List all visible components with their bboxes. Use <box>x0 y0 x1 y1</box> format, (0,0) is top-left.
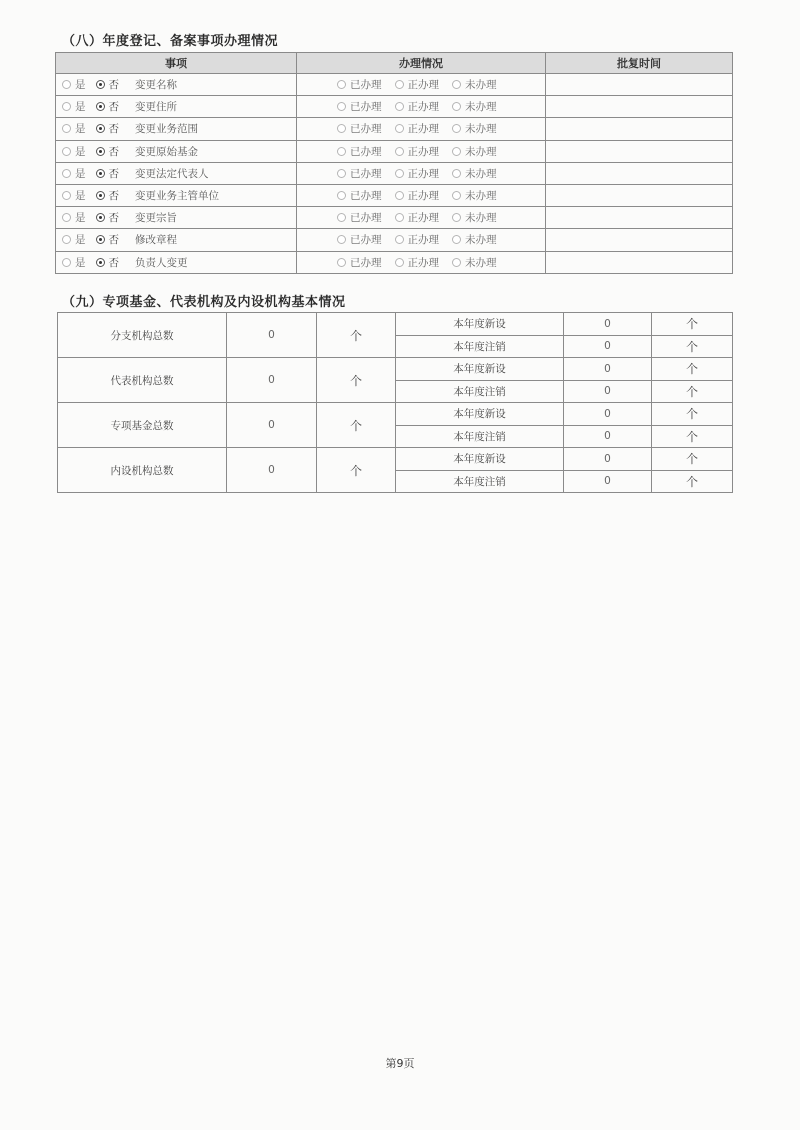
no-radio[interactable] <box>96 80 105 89</box>
no-label: 否 <box>108 145 119 158</box>
yes-option[interactable] <box>62 121 86 136</box>
matter-options <box>56 144 296 159</box>
matter-options <box>56 121 296 136</box>
status-options <box>297 232 545 247</box>
approval-time-cell[interactable] <box>546 251 733 273</box>
status-option[interactable] <box>452 188 497 203</box>
table-row <box>58 448 733 471</box>
unit-label: 个 <box>652 403 733 426</box>
yes-label: 是 <box>75 190 86 203</box>
status-radio[interactable] <box>395 235 404 244</box>
matter-cell <box>56 251 297 273</box>
no-radio[interactable] <box>96 169 105 178</box>
no-label: 否 <box>108 123 119 136</box>
yes-label: 是 <box>75 145 86 158</box>
table-row <box>58 358 733 381</box>
status-label: 正办理 <box>407 123 439 136</box>
no-option[interactable] <box>96 77 120 92</box>
status-radio[interactable] <box>452 191 461 200</box>
cancel-label: 本年度注销 <box>396 380 564 403</box>
status-label: 未办理 <box>465 212 497 225</box>
cancelled-value[interactable]: 0 <box>564 425 652 448</box>
new-label: 本年度新设 <box>396 358 564 381</box>
status-radio[interactable] <box>452 213 461 222</box>
no-label: 否 <box>108 79 119 92</box>
header-approval-time: 批复时间 <box>546 53 733 74</box>
yes-option[interactable] <box>62 210 86 225</box>
status-option[interactable] <box>337 166 382 181</box>
section8-title: （八）年度登记、备案事项办理情况 <box>62 34 279 49</box>
status-option[interactable] <box>395 99 440 114</box>
no-option[interactable] <box>96 255 120 270</box>
no-option[interactable] <box>96 121 120 136</box>
yes-option[interactable] <box>62 144 86 159</box>
yes-option[interactable] <box>62 232 86 247</box>
matter-cell <box>56 96 297 118</box>
approval-time-cell[interactable] <box>546 184 733 206</box>
table-header-row <box>56 53 733 74</box>
no-option[interactable] <box>96 210 120 225</box>
status-option[interactable] <box>337 255 382 270</box>
status-cell <box>297 184 546 206</box>
header-matter: 事项 <box>56 53 297 74</box>
status-option[interactable] <box>337 232 382 247</box>
status-radio[interactable] <box>452 258 461 267</box>
status-option[interactable] <box>395 210 440 225</box>
status-option[interactable] <box>337 99 382 114</box>
matter-options <box>56 77 296 92</box>
matter-name: 变更住所 <box>135 101 177 114</box>
status-label: 正办理 <box>407 101 439 114</box>
status-label: 已办理 <box>350 190 382 203</box>
new-value[interactable]: 0 <box>564 448 652 471</box>
cancelled-value[interactable]: 0 <box>564 470 652 493</box>
status-label: 正办理 <box>407 145 439 158</box>
page-number: 第9页 <box>385 1057 415 1070</box>
matter-name: 变更宗旨 <box>135 212 177 225</box>
total-value[interactable]: 0 <box>227 403 317 448</box>
matter-name: 变更业务主管单位 <box>135 190 219 203</box>
no-option[interactable] <box>96 232 120 247</box>
no-radio[interactable] <box>96 258 105 267</box>
status-options <box>297 188 545 203</box>
status-label: 正办理 <box>407 234 439 247</box>
approval-time-cell[interactable] <box>546 162 733 184</box>
yes-option[interactable] <box>62 255 86 270</box>
status-label: 未办理 <box>465 145 497 158</box>
yes-option[interactable] <box>62 188 86 203</box>
status-label: 已办理 <box>350 167 382 180</box>
status-options <box>297 99 545 114</box>
unit-label: 个 <box>652 335 733 358</box>
status-option[interactable] <box>395 121 440 136</box>
status-radio[interactable] <box>337 80 346 89</box>
yes-radio[interactable] <box>62 235 71 244</box>
no-option[interactable] <box>96 144 120 159</box>
no-radio[interactable] <box>96 213 105 222</box>
total-value[interactable]: 0 <box>227 313 317 358</box>
new-label: 本年度新设 <box>396 448 564 471</box>
yes-radio[interactable] <box>62 191 71 200</box>
table-row <box>56 74 733 96</box>
status-option[interactable] <box>337 210 382 225</box>
status-radio[interactable] <box>337 235 346 244</box>
matter-name: 修改章程 <box>135 234 177 247</box>
new-label: 本年度新设 <box>396 403 564 426</box>
status-radio[interactable] <box>395 124 404 133</box>
approval-time-cell[interactable] <box>546 74 733 96</box>
status-radio[interactable] <box>452 102 461 111</box>
unit-label: 个 <box>652 380 733 403</box>
yes-radio[interactable] <box>62 124 71 133</box>
status-cell <box>297 207 546 229</box>
status-option[interactable] <box>452 99 497 114</box>
yes-label: 是 <box>75 256 86 269</box>
status-radio[interactable] <box>337 124 346 133</box>
unit-label: 个 <box>317 313 396 358</box>
status-radio[interactable] <box>337 191 346 200</box>
yes-option[interactable] <box>62 166 86 181</box>
yes-radio[interactable] <box>62 213 71 222</box>
yes-label: 是 <box>75 123 86 136</box>
approval-time-cell[interactable] <box>546 207 733 229</box>
status-radio[interactable] <box>337 169 346 178</box>
status-cell <box>297 140 546 162</box>
status-option[interactable] <box>452 77 497 92</box>
status-label: 未办理 <box>465 190 497 203</box>
no-radio[interactable] <box>96 147 105 156</box>
approval-time-cell[interactable] <box>546 118 733 140</box>
new-value[interactable]: 0 <box>564 358 652 381</box>
institution-label: 代表机构总数 <box>58 358 227 403</box>
yes-label: 是 <box>75 167 86 180</box>
status-label: 已办理 <box>350 145 382 158</box>
unit-label: 个 <box>652 313 733 336</box>
status-cell <box>297 96 546 118</box>
matter-name: 变更业务范围 <box>135 123 198 136</box>
status-option[interactable] <box>395 144 440 159</box>
status-option[interactable] <box>337 77 382 92</box>
status-radio[interactable] <box>395 191 404 200</box>
status-option[interactable] <box>452 144 497 159</box>
status-label: 未办理 <box>465 234 497 247</box>
yes-radio[interactable] <box>62 147 71 156</box>
status-radio[interactable] <box>395 213 404 222</box>
total-value[interactable]: 0 <box>227 358 317 403</box>
status-radio[interactable] <box>395 102 404 111</box>
institution-label: 内设机构总数 <box>58 448 227 493</box>
status-options <box>297 166 545 181</box>
new-value[interactable]: 0 <box>564 403 652 426</box>
matter-cell <box>56 184 297 206</box>
status-options <box>297 77 545 92</box>
status-option[interactable] <box>452 166 497 181</box>
matter-cell <box>56 207 297 229</box>
status-radio[interactable] <box>395 258 404 267</box>
matter-cell <box>56 74 297 96</box>
new-label: 本年度新设 <box>396 313 564 336</box>
matter-name: 变更原始基金 <box>135 145 198 158</box>
approval-time-cell[interactable] <box>546 229 733 251</box>
status-option[interactable] <box>395 77 440 92</box>
status-radio[interactable] <box>337 147 346 156</box>
status-label: 正办理 <box>407 212 439 225</box>
matter-options <box>56 210 296 225</box>
matter-cell <box>56 140 297 162</box>
status-options <box>297 144 545 159</box>
matter-name: 变更法定代表人 <box>135 167 209 180</box>
matter-options <box>56 166 296 181</box>
section9-title: （九）专项基金、代表机构及内设机构基本情况 <box>62 295 346 310</box>
cancelled-value[interactable]: 0 <box>564 335 652 358</box>
matter-options <box>56 232 296 247</box>
table-row <box>56 207 733 229</box>
no-option[interactable] <box>96 188 120 203</box>
approval-time-cell[interactable] <box>546 140 733 162</box>
cancel-label: 本年度注销 <box>396 335 564 358</box>
no-label: 否 <box>108 212 119 225</box>
status-radio[interactable] <box>395 80 404 89</box>
no-option[interactable] <box>96 166 120 181</box>
matter-options <box>56 188 296 203</box>
status-cell <box>297 74 546 96</box>
status-label: 未办理 <box>465 123 497 136</box>
status-label: 已办理 <box>350 101 382 114</box>
status-label: 未办理 <box>465 167 497 180</box>
yes-option[interactable] <box>62 77 86 92</box>
status-label: 未办理 <box>465 79 497 92</box>
table-row <box>56 118 733 140</box>
institution-label: 分支机构总数 <box>58 313 227 358</box>
table-row <box>56 140 733 162</box>
no-option[interactable] <box>96 99 120 114</box>
status-radio[interactable] <box>395 169 404 178</box>
no-label: 否 <box>108 190 119 203</box>
unit-label: 个 <box>652 448 733 471</box>
status-option[interactable] <box>395 232 440 247</box>
status-radio[interactable] <box>337 213 346 222</box>
table-row <box>56 251 733 273</box>
status-option[interactable] <box>337 144 382 159</box>
total-value[interactable]: 0 <box>227 448 317 493</box>
matter-cell <box>56 229 297 251</box>
status-cell <box>297 229 546 251</box>
status-label: 已办理 <box>350 234 382 247</box>
status-radio[interactable] <box>452 124 461 133</box>
table-row <box>56 229 733 251</box>
status-label: 未办理 <box>465 101 497 114</box>
status-label: 已办理 <box>350 123 382 136</box>
status-option[interactable] <box>452 210 497 225</box>
registration-matters-table <box>55 52 733 274</box>
status-label: 已办理 <box>350 256 382 269</box>
no-label: 否 <box>108 234 119 247</box>
unit-label: 个 <box>652 358 733 381</box>
header-status: 办理情况 <box>297 53 546 74</box>
matter-cell <box>56 162 297 184</box>
table-row <box>56 184 733 206</box>
yes-option[interactable] <box>62 99 86 114</box>
institutions-table <box>57 312 733 493</box>
no-label: 否 <box>108 101 119 114</box>
table-row <box>58 313 733 336</box>
status-label: 未办理 <box>465 256 497 269</box>
status-label: 正办理 <box>407 167 439 180</box>
status-cell <box>297 162 546 184</box>
no-radio[interactable] <box>96 191 105 200</box>
unit-label: 个 <box>317 448 396 493</box>
status-label: 正办理 <box>407 79 439 92</box>
yes-label: 是 <box>75 101 86 114</box>
table-row <box>58 403 733 426</box>
table-row <box>56 96 733 118</box>
unit-label: 个 <box>317 358 396 403</box>
yes-radio[interactable] <box>62 169 71 178</box>
matter-name: 负责人变更 <box>135 256 188 269</box>
status-radio[interactable] <box>452 80 461 89</box>
cancel-label: 本年度注销 <box>396 425 564 448</box>
status-label: 正办理 <box>407 190 439 203</box>
yes-label: 是 <box>75 79 86 92</box>
approval-time-cell[interactable] <box>546 96 733 118</box>
cancelled-value[interactable]: 0 <box>564 380 652 403</box>
yes-radio[interactable] <box>62 80 71 89</box>
no-radio[interactable] <box>96 124 105 133</box>
matter-options <box>56 99 296 114</box>
status-radio[interactable] <box>395 147 404 156</box>
status-option[interactable] <box>337 121 382 136</box>
yes-radio[interactable] <box>62 258 71 267</box>
unit-label: 个 <box>652 470 733 493</box>
status-option[interactable] <box>452 121 497 136</box>
status-radio[interactable] <box>337 102 346 111</box>
status-options <box>297 210 545 225</box>
status-option[interactable] <box>452 255 497 270</box>
status-radio[interactable] <box>337 258 346 267</box>
status-cell <box>297 118 546 140</box>
unit-label: 个 <box>317 403 396 448</box>
status-label: 已办理 <box>350 79 382 92</box>
yes-label: 是 <box>75 234 86 247</box>
no-label: 否 <box>108 256 119 269</box>
status-options <box>297 255 545 270</box>
new-value[interactable]: 0 <box>564 313 652 336</box>
matter-options <box>56 255 296 270</box>
status-option[interactable] <box>395 188 440 203</box>
status-options <box>297 121 545 136</box>
no-radio[interactable] <box>96 235 105 244</box>
status-option[interactable] <box>452 232 497 247</box>
matter-cell <box>56 118 297 140</box>
status-option[interactable] <box>395 166 440 181</box>
status-cell <box>297 251 546 273</box>
cancel-label: 本年度注销 <box>396 470 564 493</box>
unit-label: 个 <box>652 425 733 448</box>
table-row <box>56 162 733 184</box>
yes-label: 是 <box>75 212 86 225</box>
institution-label: 专项基金总数 <box>58 403 227 448</box>
status-option[interactable] <box>337 188 382 203</box>
status-radio[interactable] <box>452 235 461 244</box>
status-radio[interactable] <box>452 147 461 156</box>
yes-radio[interactable] <box>62 102 71 111</box>
status-label: 已办理 <box>350 212 382 225</box>
status-radio[interactable] <box>452 169 461 178</box>
no-radio[interactable] <box>96 102 105 111</box>
no-label: 否 <box>108 167 119 180</box>
status-label: 正办理 <box>407 256 439 269</box>
matter-name: 变更名称 <box>135 79 177 92</box>
status-option[interactable] <box>395 255 440 270</box>
